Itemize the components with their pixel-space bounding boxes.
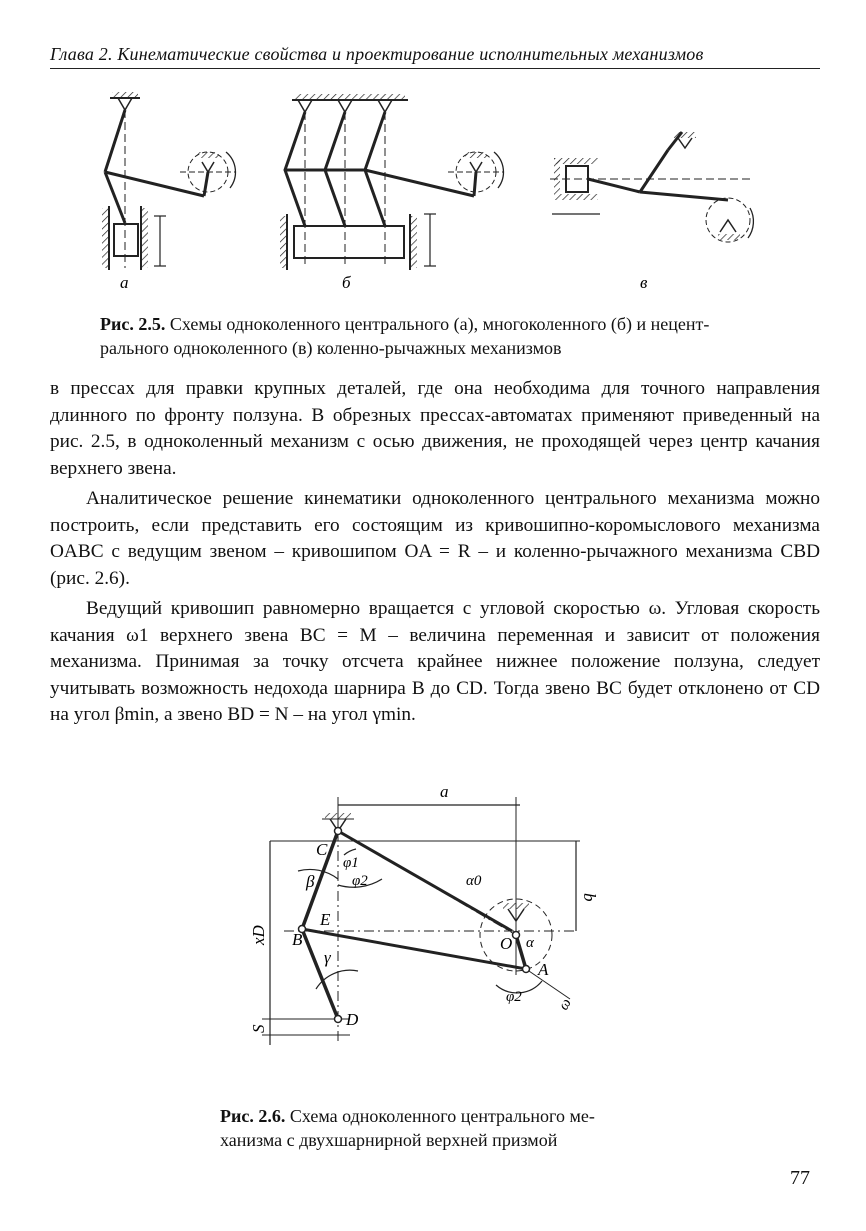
paragraph-2: Аналитическое решение кинематики одноколенного центрального механизма можно построить, если представить его состоящим из кривошипно-коромыслового механизма OABC с ведущим звеном – кривошипом OA = R – и коленно-рычажного механизма CBD (рис. 2.6). bbox=[50, 488, 820, 589]
label-E: E bbox=[320, 910, 331, 929]
figure-2-6-caption-lead: Рис. 2.6. bbox=[220, 1106, 286, 1126]
label-A: A bbox=[538, 960, 549, 979]
label-O: O bbox=[500, 934, 513, 953]
fig-2-5-sublabel-a: а bbox=[120, 273, 129, 292]
figure-2-5 bbox=[80, 88, 780, 298]
label-B: B bbox=[292, 930, 303, 949]
label-gamma: γ bbox=[324, 948, 331, 967]
figure-2-5-caption bbox=[100, 312, 780, 360]
figure-2-5-caption-line1: Схемы одноколенного центрального (а), многоколенного (б) и нецент- bbox=[165, 314, 710, 334]
running-header: Глава 2. Кинематические свойства и проектирование исполнительных механизмов bbox=[50, 44, 704, 64]
label-phi1: φ1 bbox=[343, 855, 359, 871]
header-rule bbox=[50, 68, 820, 69]
figure-2-6 bbox=[240, 775, 620, 1075]
label-D: D bbox=[346, 1010, 359, 1029]
label-S: S bbox=[249, 1024, 268, 1033]
label-alpha: α bbox=[526, 935, 534, 951]
page-number: 77 bbox=[790, 1167, 810, 1189]
label-xD: xD bbox=[249, 925, 268, 945]
fig-2-5-sublabel-v: в bbox=[640, 273, 648, 292]
label-omega: ω bbox=[555, 995, 575, 1013]
fig-2-5-sublabel-b: б bbox=[342, 273, 351, 292]
paragraph-1: в прессах для правки крупных деталей, где она необходима для точного направления длинного по фронту ползуна. В обрезных прессах-автоматах применяют приведенный на рис. 2.5, в одноколенный механизм с осью движения, не проходящей через центр качания верхнего звена. bbox=[50, 378, 820, 479]
body-text bbox=[50, 376, 820, 729]
paragraph-3: Ведущий кривошип равномерно вращается с угловой скоростью ω. Угловая скорость качания ω1 верхнего звена BC = M – величина переменная и зависит от положения механизма. Принимая за точку отсчета крайнее нижнее положение ползуна, следует учитывать возможность недохода шарнира B до CD. Тогда звено BC будет отклонено от CD на угол βmin, а звено BD = N – на угол γmin. bbox=[50, 598, 820, 725]
label-a: a bbox=[440, 782, 449, 801]
label-b: b bbox=[580, 893, 599, 902]
label-phi2: φ2 bbox=[352, 873, 368, 889]
figure-2-6-caption-line2: ханизма с двухшарнирной верхней призмой bbox=[220, 1130, 558, 1150]
label-C: C bbox=[316, 840, 328, 859]
label-beta: β bbox=[306, 872, 315, 891]
figure-2-6-caption bbox=[220, 1104, 660, 1152]
label-alpha0: α0 bbox=[466, 873, 482, 889]
figure-2-6-caption-line1: Схема одноколенного центрального ме- bbox=[285, 1106, 595, 1126]
label-phi2b: φ2 bbox=[506, 989, 522, 1005]
figure-2-5-caption-lead: Рис. 2.5. bbox=[100, 314, 166, 334]
figure-2-5-caption-line2: рального одноколенного (в) коленно-рычажных механизмов bbox=[100, 338, 562, 358]
